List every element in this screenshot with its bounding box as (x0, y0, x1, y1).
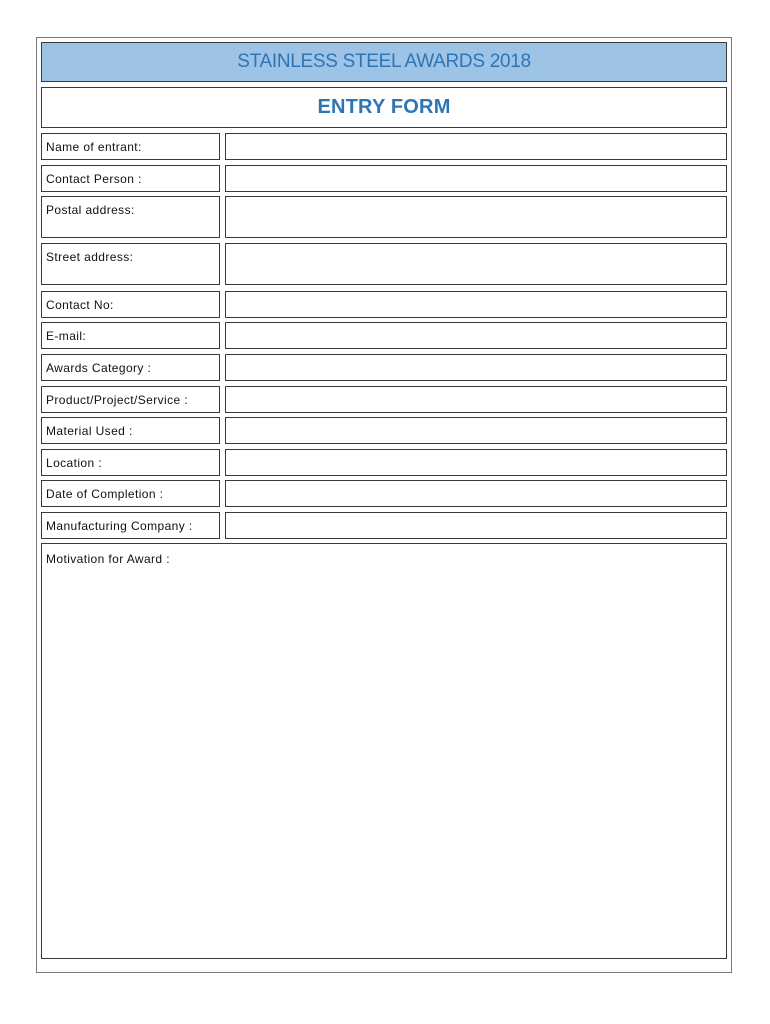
material-used-field[interactable] (225, 417, 727, 444)
field-row-manufacturing-company (41, 512, 727, 539)
field-label: Street address: (41, 243, 220, 285)
field-label: Name of entrant: (41, 133, 220, 160)
manufacturing-company-field[interactable] (225, 512, 727, 539)
email-field[interactable] (225, 322, 727, 349)
field-label: Postal address: (41, 196, 220, 238)
form-title: ENTRY FORM (317, 96, 451, 118)
field-label: Location : (41, 449, 220, 476)
street-address-field[interactable] (225, 243, 727, 285)
field-row-material-used (41, 417, 727, 444)
contact-person-field[interactable] (225, 165, 727, 192)
field-label: Date of Completion : (41, 480, 220, 507)
field-row-location (41, 449, 727, 476)
location-field[interactable] (225, 449, 727, 476)
field-label: Contact Person : (41, 165, 220, 192)
field-label: Manufacturing Company : (41, 512, 220, 539)
date-of-completion-field[interactable] (225, 480, 727, 507)
banner-title: STAINLESS STEEL AWARDS 2018 (237, 51, 531, 72)
postal-address-field[interactable] (225, 196, 727, 238)
motivation-for-award-field[interactable] (41, 543, 727, 959)
field-row-street-address (41, 243, 727, 285)
field-label: Material Used : (41, 417, 220, 444)
field-row-name-of-entrant (41, 133, 727, 160)
field-label: Product/Project/Service : (41, 386, 220, 413)
field-row-contact-person (41, 165, 727, 192)
form-title-box (41, 87, 727, 128)
name-of-entrant-field[interactable] (225, 133, 727, 160)
field-row-contact-no (41, 291, 727, 318)
contact-no-field[interactable] (225, 291, 727, 318)
field-row-postal-address (41, 196, 727, 238)
product-project-service-field[interactable] (225, 386, 727, 413)
field-row-awards-category (41, 354, 727, 381)
awards-banner (41, 42, 727, 82)
field-row-email (41, 322, 727, 349)
field-row-date-of-completion (41, 480, 727, 507)
field-label: Awards Category : (41, 354, 220, 381)
field-label: Contact No: (41, 291, 220, 318)
motivation-label: Motivation for Award : (46, 552, 170, 566)
field-row-product-project-service (41, 386, 727, 413)
field-label: E-mail: (41, 322, 220, 349)
awards-category-field[interactable] (225, 354, 727, 381)
